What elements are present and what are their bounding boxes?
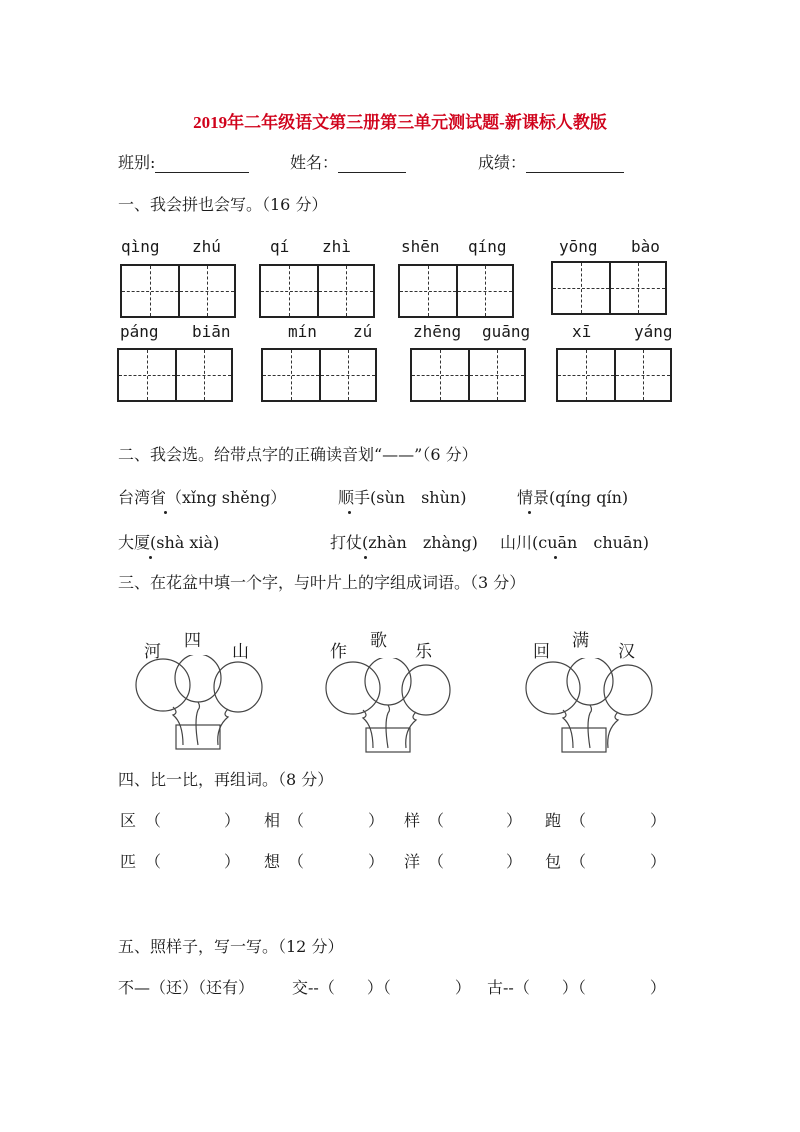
string: [218, 709, 228, 745]
paren-close: ）: [368, 852, 385, 871]
paren-open: （: [288, 852, 305, 871]
pronunciation-choice[interactable]: 台湾省（xǐng shěng）: [118, 488, 287, 507]
paren-close: ）: [224, 852, 241, 871]
pinyin: biān: [192, 322, 231, 341]
emphasis-dot: [348, 511, 351, 514]
pronunciation-choice[interactable]: 情景(qíng qín): [517, 488, 629, 507]
balloon-illustration: [318, 658, 468, 758]
balloon: [567, 658, 613, 705]
paren-close: ）: [506, 811, 523, 830]
compare-char: 匹: [120, 852, 137, 871]
flower-pot[interactable]: [562, 728, 606, 752]
pinyin: qí: [270, 237, 290, 256]
score-field: [478, 150, 624, 173]
pinyin: xī: [572, 322, 592, 341]
emphasis-dot: [164, 511, 167, 514]
section4-heading: 四、比一比，再组词。（8 分）: [118, 770, 334, 789]
balloon-char: 山: [232, 642, 249, 662]
pinyin: shēn: [401, 237, 440, 256]
balloon-char: 乐: [415, 642, 432, 662]
answer-blank[interactable]: [448, 849, 504, 869]
balloon: [326, 662, 380, 714]
pinyin: qíng: [468, 237, 507, 256]
pinyin: yōng: [559, 237, 598, 256]
name-blank[interactable]: [338, 155, 406, 173]
compare-char: 想: [264, 852, 281, 871]
writing-grid[interactable]: [261, 348, 377, 402]
string: [406, 712, 416, 748]
compare-char: 区: [120, 811, 137, 830]
paren-open: （: [570, 811, 587, 830]
pronunciation-choice[interactable]: 打仗(zhàn zhàng): [330, 533, 478, 552]
pinyin: guāng: [482, 322, 531, 341]
name-field: [290, 150, 406, 173]
section5-heading: 五、照样子，写一写。（12 分）: [118, 937, 344, 956]
emphasis-dot: [149, 556, 152, 559]
paren-open: （: [145, 811, 162, 830]
string: [196, 702, 200, 745]
class-field: [118, 150, 249, 173]
pinyin: mín: [288, 322, 317, 341]
class-blank[interactable]: [155, 155, 249, 173]
writing-grid[interactable]: [410, 348, 526, 402]
answer-blank[interactable]: [590, 808, 648, 828]
balloon: [526, 662, 580, 714]
emphasis-dot: [364, 556, 367, 559]
section3-heading: 三、在花盆中填一个字，与叶片上的字组成词语。（3 分）: [118, 573, 526, 592]
string: [588, 705, 592, 748]
balloon-char: 满: [572, 631, 589, 651]
compare-char: 相: [264, 811, 281, 830]
string: [386, 705, 390, 748]
balloon: [136, 659, 190, 711]
paren-close: ）: [650, 852, 667, 871]
paren-open: （: [428, 811, 445, 830]
balloon: [175, 655, 221, 702]
balloon: [214, 662, 262, 712]
answer-blank[interactable]: [166, 808, 222, 828]
page-title: 2019年二年级语文第三册第三单元测试题-新课标人教版: [193, 113, 607, 132]
paren-open: （: [428, 852, 445, 871]
pinyin: qìng: [121, 237, 160, 256]
section2-heading: 二、我会选。给带点字的正确读音划“——”（6 分）: [118, 445, 478, 464]
pinyin: bào: [631, 237, 660, 256]
example-text: 不—（还）（还有）: [118, 978, 255, 997]
paren-open: （: [145, 852, 162, 871]
balloon-illustration: [128, 655, 278, 755]
string: [563, 710, 573, 748]
pinyin: zhēng: [413, 322, 462, 341]
writing-grid[interactable]: [551, 261, 667, 315]
balloon-illustration: [518, 658, 668, 758]
string: [173, 707, 183, 745]
score-label: 成绩：: [478, 153, 527, 172]
paren-close: ）: [368, 811, 385, 830]
balloon: [365, 658, 411, 705]
section1-heading: 一、我会拼也会写。（16 分）: [118, 195, 328, 214]
paren-close: ）: [224, 811, 241, 830]
pinyin: páng: [120, 322, 159, 341]
balloon-char: 河: [144, 642, 161, 662]
balloon-char: 四: [184, 631, 201, 651]
writing-grid[interactable]: [117, 348, 233, 402]
balloon-char: 歌: [370, 631, 387, 651]
paren-close: ）: [506, 852, 523, 871]
pinyin: yáng: [634, 322, 673, 341]
answer-blank[interactable]: [308, 849, 366, 869]
fill-item[interactable]: 交--（ ）（ ）: [292, 978, 471, 997]
answer-blank[interactable]: [308, 808, 366, 828]
paren-close: ）: [650, 811, 667, 830]
pinyin: zú: [353, 322, 373, 341]
writing-grid[interactable]: [556, 348, 672, 402]
compare-char: 跑: [545, 811, 562, 830]
compare-char: 样: [404, 811, 421, 830]
paren-open: （: [570, 852, 587, 871]
writing-grid[interactable]: [120, 264, 236, 318]
pinyin: zhì: [322, 237, 351, 256]
balloon-char: 作: [330, 642, 347, 662]
string: [363, 710, 373, 748]
paren-open: （: [288, 811, 305, 830]
writing-grid[interactable]: [398, 264, 514, 318]
string: [608, 712, 618, 748]
class-label: 班别:: [118, 153, 156, 172]
writing-grid[interactable]: [259, 264, 375, 318]
answer-blank[interactable]: [166, 849, 222, 869]
balloon-char: 汉: [618, 642, 635, 662]
pinyin: zhú: [192, 237, 221, 256]
answer-blank[interactable]: [448, 808, 504, 828]
balloon-char: 回: [533, 642, 550, 662]
emphasis-dot: [528, 511, 531, 514]
emphasis-dot: [554, 556, 557, 559]
name-label: 姓名：: [290, 153, 339, 172]
pronunciation-choice[interactable]: 大厦(shà xià): [118, 533, 220, 552]
compare-char: 洋: [404, 852, 421, 871]
pronunciation-choice[interactable]: 山川(cuān chuān): [500, 533, 650, 552]
fill-item[interactable]: 古--（ ）（ ）: [487, 978, 666, 997]
compare-char: 包: [545, 852, 562, 871]
score-blank[interactable]: [526, 155, 624, 173]
pronunciation-choice[interactable]: 顺手(sùn shùn): [338, 488, 467, 507]
answer-blank[interactable]: [590, 849, 648, 869]
